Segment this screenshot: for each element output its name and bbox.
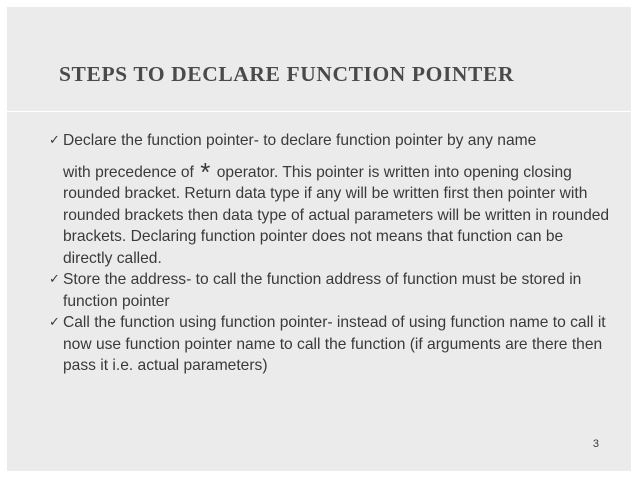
bullet-text-rest — [63, 157, 614, 270]
bullet-text-line1: Declare the function pointer- to declare function pointer by any name — [63, 132, 537, 149]
bullet-item — [49, 130, 614, 269]
checkmark-icon: ✓ — [49, 133, 60, 148]
slide-title: STEPS TO DECLARE FUNCTION POINTER — [59, 62, 515, 86]
bullet-item — [49, 312, 614, 377]
bullet-item — [49, 269, 614, 312]
bullet-text: Store the address- to call the function address of function must be stored in function pointer — [63, 271, 582, 310]
slide-panel — [7, 7, 631, 471]
page-number: 3 — [592, 438, 599, 450]
title-divider — [7, 111, 631, 112]
bullet-text: Call the function using function pointer- instead of using function name to call it now use function pointer name to call the function (if arguments are there then pass it i.e. actual parameters) — [63, 314, 606, 374]
bullet-text-post-star: operator. This pointer is written into opening closing rounded bracket. Return data type if any will be written first then pointer with rounded brackets then data type of actual parameters will be written in rounded brackets. Declaring function pointer does not means that function can be directly called. — [63, 163, 610, 267]
checkmark-icon: ✓ — [49, 272, 60, 287]
asterisk-symbol: * — [200, 156, 211, 187]
checkmark-icon: ✓ — [49, 315, 60, 330]
bullet-list — [49, 130, 614, 377]
bullet-text-pre-star: with precedence of — [63, 163, 194, 181]
